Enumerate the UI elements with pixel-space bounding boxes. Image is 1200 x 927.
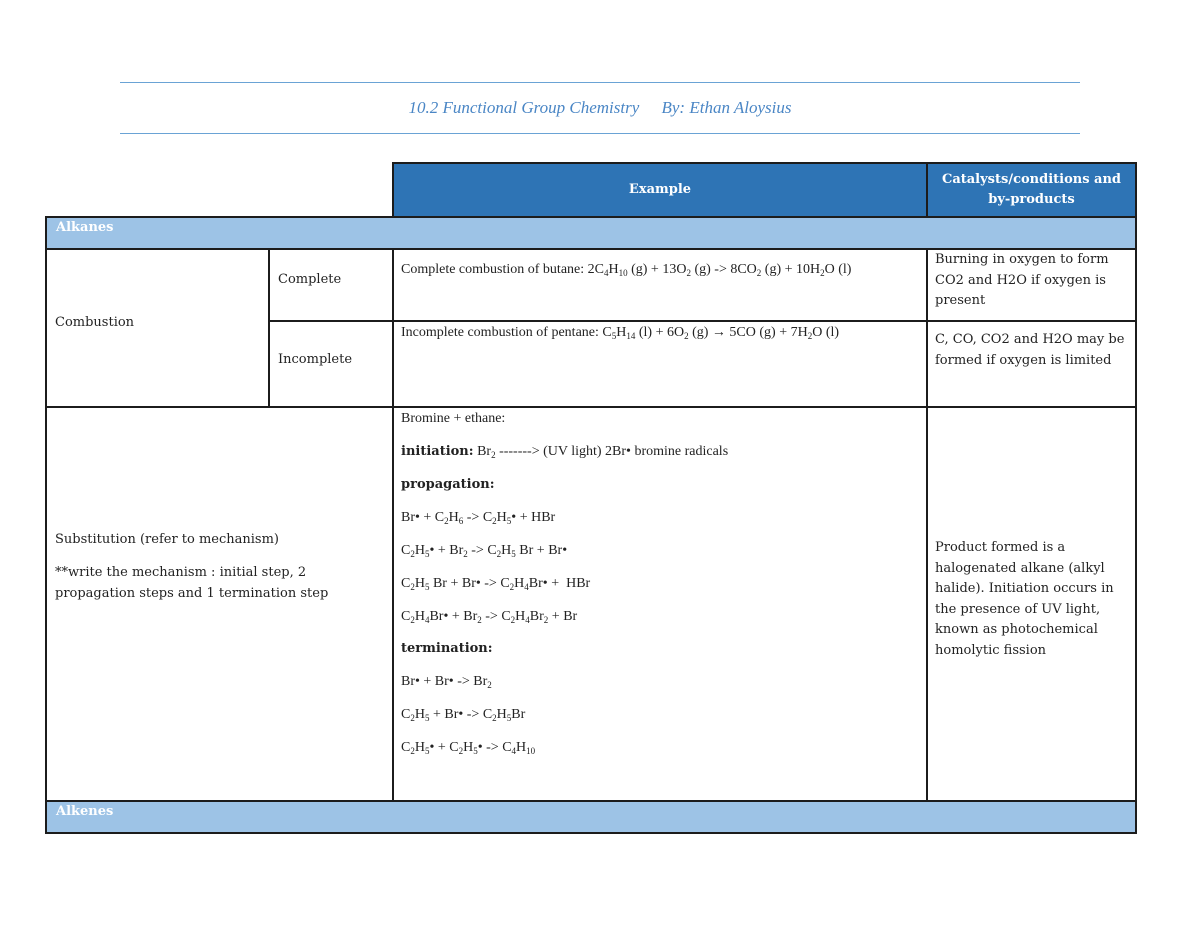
- column-divider-subtype: [268, 248, 270, 408]
- column-divider-catalysts: [926, 248, 928, 802]
- column-divider-example: [392, 248, 394, 802]
- termination-step-1: Br• + Br• -> $Br_2$: [401, 674, 492, 690]
- section-band-alkenes: Alkenes: [45, 800, 1137, 834]
- table-border-left: [45, 248, 47, 802]
- row-divider-complete: [268, 320, 1137, 322]
- substitution-catalyst: Product formed is a halogenated alkane (alkyl halide). Initiation occurs in the presence of UV light, known as photochemical homolytic fission: [935, 540, 1114, 658]
- substitution-label: Substitution (refer to mechanism): [55, 532, 280, 547]
- complete-combustion-example: Complete combustion of butane: $2C_4H_{10}$ $(g) + 13O_2$ $(g) -> 8CO_2$ $(g) + 10H_2O$ (l): [401, 262, 852, 278]
- mechanism-initiation: initiation: $Br_2$ -------> (UV light) 2Br• bromine radicals: [401, 444, 729, 460]
- termination-step-2: $C_2H_5$ + Br• -> $C_2H_5Br$: [401, 707, 526, 723]
- mechanism-propagation-label: propagation:: [401, 477, 495, 492]
- header-bottom-rule: [120, 133, 1080, 134]
- substitution-note: **write the mechanism : initial step, 2 propagation steps and 1 termination step: [55, 565, 329, 601]
- propagation-step-2: $C_2H_5• + Br_2 -> C_2H_5$ Br + Br•: [401, 543, 568, 559]
- incomplete-combustion-catalyst: C, CO, CO2 and H2O may be formed if oxygen is limited: [935, 332, 1125, 368]
- table-border-right: [1135, 248, 1137, 802]
- combustion-label: Combustion: [55, 315, 135, 330]
- propagation-step-1: Br• + $C_2H_6$ -> $C_2H_5•$ + HBr: [401, 510, 556, 526]
- header-top-rule: [120, 82, 1080, 83]
- section-band-alkanes: Alkanes: [45, 216, 1137, 250]
- document-title: 10.2 Functional Group Chemistry: [408, 98, 640, 117]
- complete-label: Complete: [278, 272, 342, 287]
- complete-combustion-catalyst: Burning in oxygen to form CO2 and H2O if oxygen is present: [935, 252, 1109, 308]
- mechanism-title: Bromine + ethane:: [401, 411, 506, 426]
- propagation-step-3: $C_2H_5$ Br + Br• -> $C_2H_4Br•$ + HBr: [401, 576, 591, 592]
- document-author: By: Ethan Aloysius: [661, 98, 792, 117]
- row-divider-combustion: [45, 406, 1137, 408]
- column-header-catalysts: Catalysts/conditions and by-products: [926, 162, 1137, 218]
- column-header-example: Example: [392, 162, 928, 218]
- document-header: [0, 98, 1200, 118]
- incomplete-label: Incomplete: [278, 352, 353, 367]
- termination-step-3: $C_2H_5•$ + $C_2H_5• -> C_4H_{10}$: [401, 740, 536, 756]
- incomplete-combustion-example: Incomplete combustion of pentane: $C_5H_{14}$ $(l) + 6O_2$ (g) → 5CO $(g) + 7H_2O$ (l): [401, 325, 840, 341]
- propagation-step-4: $C_2H_4Br• + Br_2 -> C_2H_4Br_2 + Br$: [401, 609, 578, 625]
- mechanism-termination-label: termination:: [401, 641, 493, 656]
